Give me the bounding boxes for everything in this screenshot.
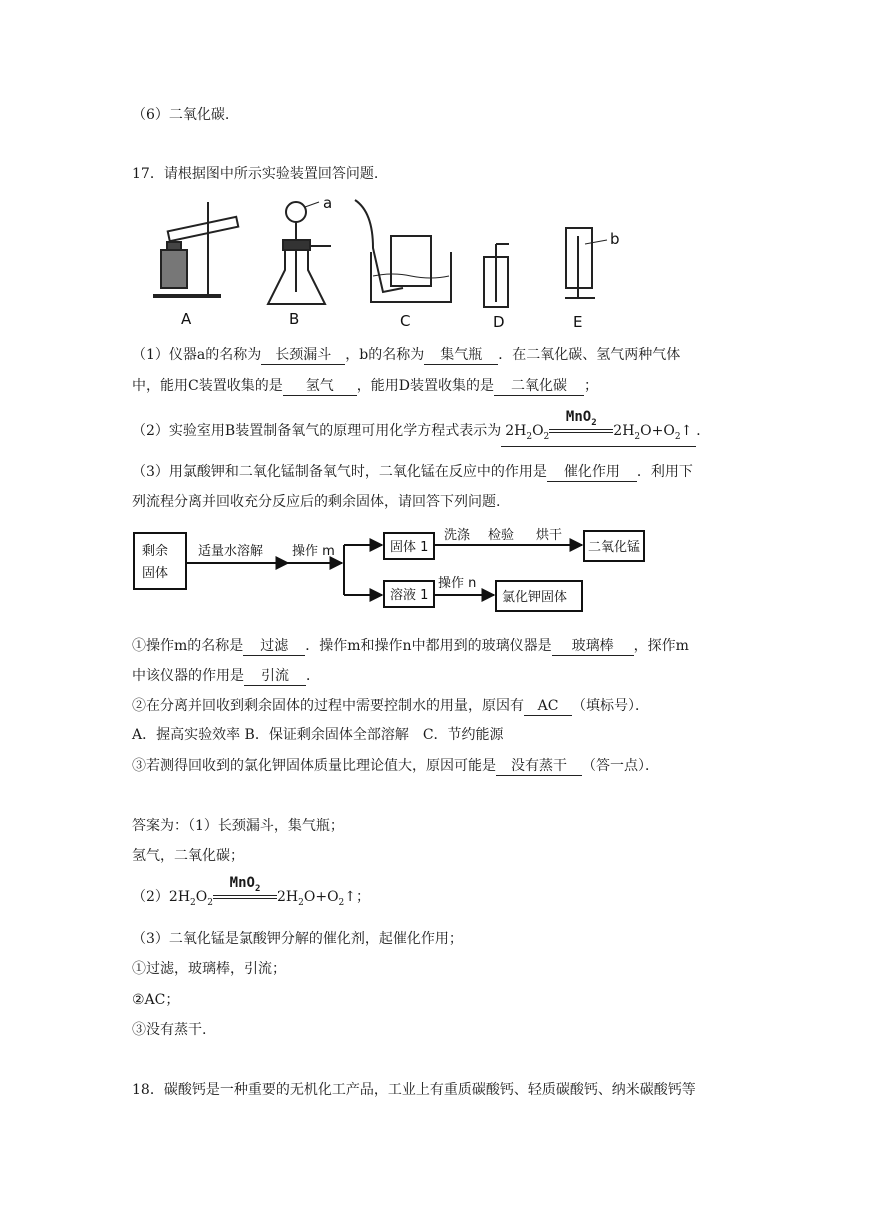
label-B: B xyxy=(289,310,300,328)
q17-part3-line1: （3）用氯酸钾和二氧化锰制备氧气时，二氧化锰在反应中的作用是 催化作用 ．利用下 xyxy=(132,464,693,480)
q17-s3: ③若测得回收到的氯化钾固体质量比理论值大，原因可能是 没有蒸干 （答一点）． xyxy=(132,758,659,774)
flow-mno2: 二氧化锰 xyxy=(588,540,641,555)
answers-l6: ②AC； xyxy=(132,992,180,1008)
lamp-top-a xyxy=(167,242,181,250)
pointer-b xyxy=(585,240,607,244)
q17-part2: （2）实验室用B装置制备氧气的原理可用化学方程式表示为 $2H_2O_2$ MnO$_2$ $2H_2O+O_2↑$ ． xyxy=(132,421,710,447)
tube-a xyxy=(168,217,239,241)
flow-kcl: 氯化钾固体 xyxy=(502,590,568,605)
q17-s2: ②在分离并回收到剩余固体的过程中需要控制水的用量，原因有 AC （填标号）． xyxy=(132,698,649,714)
q17-part1-line2: 中，能用C装置收集的是 氢气 ，能用D装置收集的是 二氧化碳 ； xyxy=(132,378,598,394)
flow-start-2: 固体 xyxy=(142,566,169,581)
q17-options: A．握高实验效率 B．保证剩余固体全部溶解 C．节约能源 xyxy=(132,727,504,743)
flow-wash: 洗涤 xyxy=(444,528,471,543)
flowchart xyxy=(132,523,648,617)
label-C: C xyxy=(400,312,411,330)
q17-s1-line1: ①操作m的名称是 过滤 ．操作m和操作n中都用到的玻璃仪器是 玻璃棒 ，探作m xyxy=(132,638,689,654)
label-D: D xyxy=(493,313,505,331)
equation-answer: $2H_2O_2$ MnO$_2$ $2H_2O+O_2↑$ xyxy=(501,422,696,447)
stopper-b xyxy=(283,240,310,250)
answer-operation: 过滤 xyxy=(243,637,305,656)
answers-l4: （3）二氧化锰是氯酸钾分解的催化剂，起催化作用； xyxy=(132,931,463,947)
q18-start: 18．碳酸钙是一种重要的无机化工产品，工业上有重质碳酸钙、轻质碳酸钙、纳米碳酸钙等 xyxy=(132,1082,696,1098)
answer-d-gas: 二氧化碳 xyxy=(494,377,584,396)
flow-step-n: 操作 n xyxy=(438,576,477,591)
answers-l5: ①过滤，玻璃棒，引流； xyxy=(132,961,286,977)
label-b: b xyxy=(610,230,620,248)
flow-solution1: 溶液 1 xyxy=(390,588,429,603)
label-E: E xyxy=(573,313,583,331)
water-c xyxy=(373,274,449,278)
lamp-a xyxy=(161,250,187,288)
answer-b-name: 集气瓶 xyxy=(424,346,498,365)
answers-l7: ③没有蒸干. xyxy=(132,1022,207,1038)
answers-l3: $(2)2H_2O_2$ MnO$_2$ $2H_2O+O_2↑$； xyxy=(132,875,371,908)
pointer-a xyxy=(305,202,319,207)
tube-c xyxy=(355,200,403,292)
answer-a-name: 长颈漏斗 xyxy=(261,346,345,365)
q17-s1-line2: 中该仪器的作用是 引流 ． xyxy=(132,668,320,684)
label-a: a xyxy=(323,194,333,212)
answer-c-gas: 氢气 xyxy=(283,377,357,396)
label-A: A xyxy=(181,310,192,328)
flow-dry: 烘干 xyxy=(536,528,563,543)
flow-step1: 适量水溶解 xyxy=(198,544,264,559)
answer-function: 引流 xyxy=(244,667,306,686)
q17-title: 17．请根据图中所示实验装置回答问题. xyxy=(132,166,379,182)
answer-role: 催化作用 xyxy=(547,463,637,482)
answer-cause: 没有蒸干 xyxy=(496,757,582,776)
funnel-bulb-b xyxy=(286,202,306,222)
answers-l1: 答案为：（1）长颈漏斗，集气瓶； xyxy=(132,818,344,834)
flow-start-1: 剩余 xyxy=(142,544,169,559)
apparatus-figure xyxy=(133,192,623,332)
q17-part1-line1: （1）仪器a的名称为 长颈漏斗 ，b的名称为 集气瓶 ．在二氧化碳、氢气两种气体 xyxy=(132,347,681,363)
q17-part3-line2: 列流程分离并回收充分反应后的剩余固体，请回答下列问题. xyxy=(132,494,501,510)
trough-c xyxy=(371,252,451,302)
gas-jar-c xyxy=(391,236,431,286)
q16-tail: （6）二氧化碳. xyxy=(132,107,230,123)
answer-glassware: 玻璃棒 xyxy=(552,637,634,656)
flow-check: 检验 xyxy=(488,528,515,543)
answers-l2: 氢气，二氧化碳； xyxy=(132,848,244,864)
flow-step2: 操作 m xyxy=(292,544,335,559)
answer-reason: AC xyxy=(524,697,572,716)
flow-solid1: 固体 1 xyxy=(390,540,429,555)
